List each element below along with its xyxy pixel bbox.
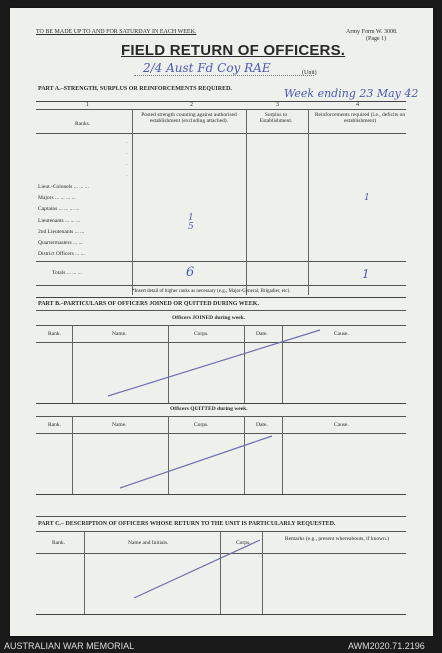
blank-rank-2: · — [126, 151, 128, 157]
col-number-4: 4 — [356, 102, 359, 108]
part-c-col-rank: Rank. — [52, 540, 65, 546]
totals-reinforcements-value: 1 — [362, 267, 370, 281]
rank-quartermasters: Quartermasters ... ... — [38, 240, 83, 246]
header-posted: Posted strength counting against authorised establishment (excluding attached). — [141, 112, 237, 125]
rank-captains: Captains ... ... ... ... — [38, 206, 80, 212]
form-title: FIELD RETURN OF OFFICERS. — [121, 42, 346, 59]
header-reinforcements: Reinforcements required (i.e., deficits on establishment) — [314, 112, 406, 125]
quitted-col-name: Name. — [112, 422, 127, 428]
joined-strike — [108, 330, 320, 396]
part-c-col-corps: Corps. — [236, 540, 251, 546]
col-number-1: 1 — [86, 102, 89, 108]
form-page — [10, 8, 433, 636]
form-number: Army Form W. 3008. — [346, 29, 398, 35]
quitted-col-corps: Corps. — [194, 422, 209, 428]
footer-source: AUSTRALIAN WAR MEMORIAL — [4, 641, 135, 651]
rank-totals: Totals ... ... ... — [52, 270, 82, 276]
header-surplus: Surplus to Establishment. — [259, 112, 293, 125]
week-ending-handwritten: Week ending 23 May 42 — [284, 87, 419, 100]
joined-col-corps: Corps. — [194, 331, 209, 337]
totals-posted-value: 6 — [186, 265, 195, 280]
quitted-col-date: Date. — [256, 422, 268, 428]
col-number-3: 3 — [276, 102, 279, 108]
rank-majors: Majors ... ... ... ... — [38, 195, 76, 201]
rank-2nd-lieutenants: 2nd Lieutenants ... ... — [38, 229, 85, 235]
captains-posted-value: 1 — [188, 213, 194, 223]
lieutenants-posted-value: 5 — [188, 222, 194, 232]
joined-subheading: Officers JOINED during week. — [172, 315, 246, 321]
footer-accession: AWM2020.71.2196 — [348, 641, 425, 651]
rank-district-officers: District Officers ... ... — [38, 251, 85, 257]
part-c-strike — [134, 540, 260, 598]
quitted-subheading: Officers QUITTED during week. — [170, 406, 248, 412]
joined-col-cause: Cause. — [334, 331, 349, 337]
majors-reinforcements-value: 1 — [364, 193, 370, 203]
joined-col-rank: Rank. — [48, 331, 61, 337]
header-ranks: Ranks. — [75, 121, 91, 127]
part-b-heading: PART B.–PARTICULARS OF OFFICERS JOINED OR QUITTED DURING WEEK. — [38, 301, 259, 307]
col-number-2: 2 — [190, 102, 193, 108]
quitted-col-rank: Rank. — [48, 422, 61, 428]
part-a-footnote: *Insert detail of higher ranks as necessary (e.g., Major-General, Brigadier, etc). — [132, 289, 291, 294]
blank-rank-3: · — [126, 162, 128, 168]
part-c-col-name: Name and Initials. — [128, 540, 169, 546]
unit-label: (Unit) — [302, 70, 317, 76]
part-c-col-remarks: Remarks (e.g., present whereabouts, if known.) — [284, 536, 390, 542]
pencil-strikes — [10, 8, 433, 636]
rank-lt-colonels: Lieut.-Colonels ... ... ... — [38, 184, 89, 190]
page-label: (Page 1) — [366, 36, 387, 42]
joined-col-date: Date. — [256, 331, 268, 337]
blank-rank-4: · — [126, 173, 128, 179]
unit-handwritten: 2/4 Aust Fd Coy RAE — [143, 61, 271, 75]
blank-rank-1: · — [126, 140, 128, 146]
rank-lieutenants: Lieutenants ... ... ... — [38, 218, 81, 224]
part-c-heading: PART C.– DESCRIPTION OF OFFICERS WHOSE RETURN TO THE UNIT IS PARTICULARLY REQUESTED. — [38, 521, 336, 527]
quitted-strike — [120, 436, 272, 488]
part-a-heading: PART A.–STRENGTH, SURPLUS OR REINFORCEMENTS REQUIRED. — [38, 86, 232, 92]
joined-col-name: Name. — [112, 331, 127, 337]
quitted-col-cause: Cause. — [334, 422, 349, 428]
form-instruction: TO BE MADE UP TO AND FOR SATURDAY IN EACH WEEK. — [36, 29, 197, 35]
